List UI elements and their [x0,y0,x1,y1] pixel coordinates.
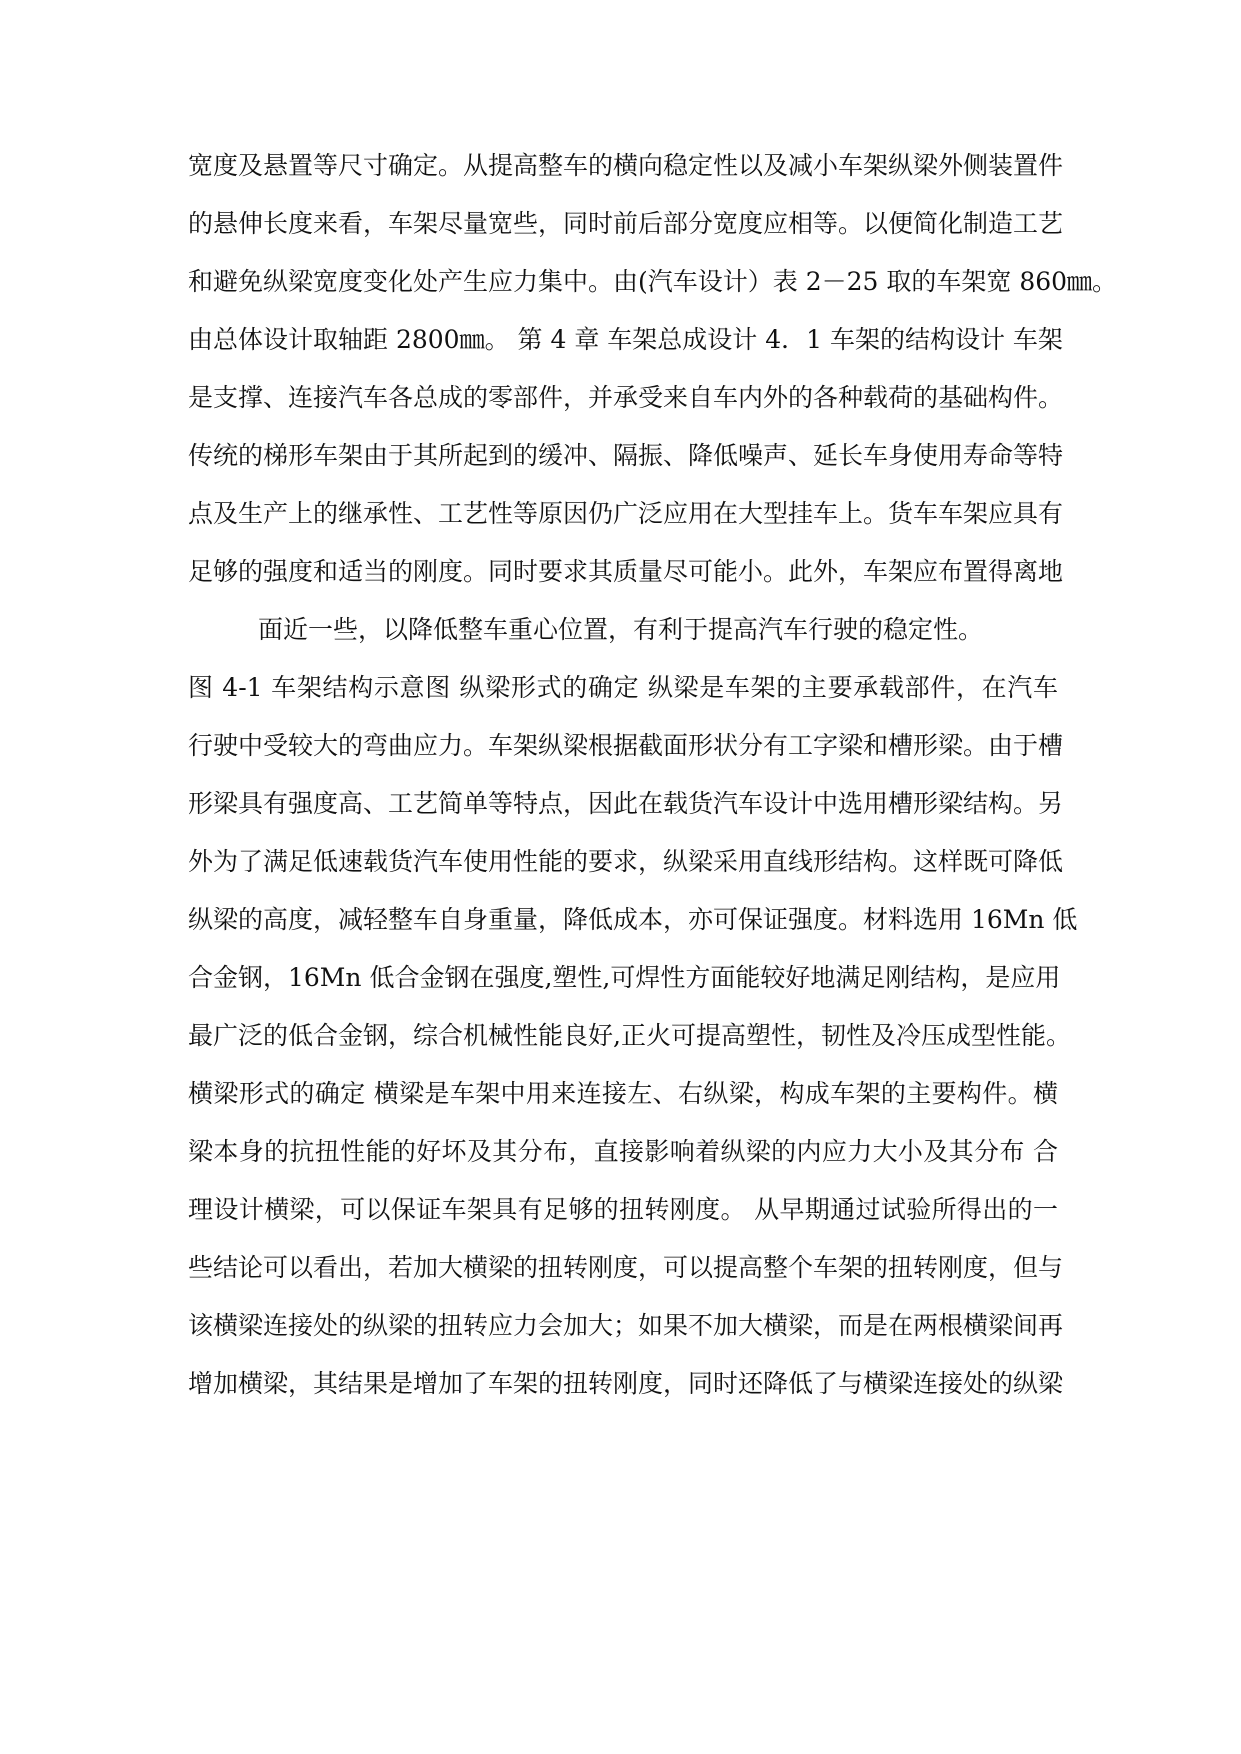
text-line: 面近一些，以降低整车重心位置，有利于提高汽车行驶的稳定性。 [258,615,984,644]
text-line: 宽度及悬置等尺寸确定。从提高整车的横向稳定性以及减小车架纵梁外侧装置件 [188,151,1064,180]
text-line: 是支撑、连接汽车各总成的零部件，并承受来自车内外的各种载荷的基础构件。 [188,383,1064,412]
text-line: 该横梁连接处的纵梁的扭转应力会加大；如果不加大横梁，而是在两根横梁间再 [188,1311,1064,1340]
text-line: 些结论可以看出，若加大横梁的扭转刚度，可以提高整个车架的扭转刚度，但与 [188,1253,1064,1282]
text-line: 外为了满足低速载货汽车使用性能的要求，纵梁采用直线形结构。这样既可降低 [188,847,1064,876]
text-line: 横梁形式的确定 横梁是车架中用来连接左、右纵梁，构成车架的主要构件。横 [188,1079,1058,1108]
text-line: 传统的梯形车架由于其所起到的缓冲、隔振、降低噪声、延长车身使用寿命等特 [188,441,1064,470]
text-line: 足够的强度和适当的刚度。同时要求其质量尽可能小。此外，车架应布置得离地 [188,557,1064,586]
text-line: 的悬伸长度来看，车架尽量宽些，同时前后部分宽度应相等。以便简化制造工艺 [188,209,1064,238]
text-line: 点及生产上的继承性、工艺性等原因仍广泛应用在大型挂车上。货车车架应具有 [188,499,1064,528]
text-line: 合金钢，16Mn 低合金钢在强度,塑性,可焊性方面能较好地满足刚结构，是应用 [188,963,1061,992]
text-line: 行驶中受较大的弯曲应力。车架纵梁根据截面形状分有工字梁和槽形梁。由于槽 [188,731,1064,760]
text-line: 最广泛的低合金钢，综合机械性能良好,正火可提高塑性，韧性及冷压成型性能。 [188,1021,1071,1050]
text-line: 梁本身的抗扭性能的好坏及其分布，直接影响着纵梁的内应力大小及其分布 合 [188,1137,1058,1166]
text-line: 和避免纵梁宽度变化处产生应力集中。由(汽车设计）表 2－25 取的车架宽 860㎜。 [188,267,1118,296]
text-line: 由总体设计取轴距 2800㎜。 第 4 章 车架总成设计 4．1 车架的结构设计 车架 [188,325,1063,354]
text-line: 理设计横梁，可以保证车架具有足够的扭转刚度。 从早期通过试验所得出的一 [188,1195,1058,1224]
text-line: 形梁具有强度高、工艺简单等特点，因此在载货汽车设计中选用槽形梁结构。另 [188,789,1064,818]
text-line: 纵梁的高度，减轻整车自身重量，降低成本，亦可保证强度。材料选用 16Mn 低 [188,905,1078,934]
text-line: 图 4-1 车架结构示意图 纵梁形式的确定 纵梁是车架的主要承载部件，在汽车 [188,673,1058,702]
text-line: 增加横梁，其结果是增加了车架的扭转刚度，同时还降低了与横梁连接处的纵梁 [188,1369,1064,1398]
